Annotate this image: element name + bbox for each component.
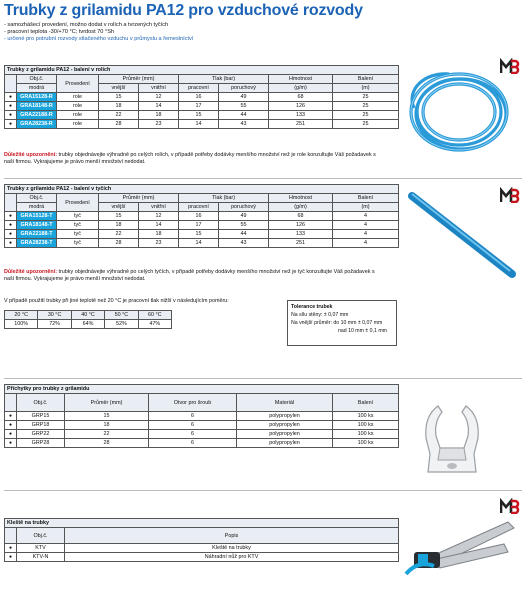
cell: 28: [99, 120, 139, 129]
cell: 14: [179, 239, 219, 248]
cell: polypropylen: [237, 430, 333, 439]
cell: 22: [99, 111, 139, 120]
cell: 126: [269, 102, 333, 111]
cell: Náhradní nůž pro KTV: [65, 553, 399, 562]
cell: 15: [99, 212, 139, 221]
bullet-dot: ●: [5, 111, 17, 120]
col-header: modrá: [17, 84, 57, 93]
cell: 17: [179, 102, 219, 111]
table-row: [5, 412, 399, 421]
table-caption: Příchytky pro trubky z grilamidu: [5, 385, 399, 394]
col-header: Obj.č.: [17, 528, 65, 544]
bullet-2: - pracovní teplota -30/+70 °C; tvrdost 70 °Sh: [4, 29, 115, 35]
bullet-dot: ●: [5, 553, 17, 562]
cell: 22: [99, 230, 139, 239]
table-row: [5, 111, 399, 120]
cell: 4: [333, 221, 399, 230]
brand-logo-icon: [500, 498, 520, 514]
cell: 251: [269, 120, 333, 129]
table-row: [5, 553, 399, 562]
bullet-dot: ●: [5, 102, 17, 111]
col-header: Průměr (mm): [99, 75, 179, 84]
cell: polypropylen: [237, 421, 333, 430]
cell: 25: [333, 102, 399, 111]
cell: 6: [149, 439, 237, 448]
cell: Kleště na trubky: [65, 544, 399, 553]
product-code[interactable]: GRP22: [17, 430, 65, 439]
bullet-dot: ●: [5, 212, 17, 221]
col-header: Balení: [333, 394, 399, 412]
product-code[interactable]: GRA22188-R: [17, 111, 57, 120]
bullet-dot: ●: [5, 430, 17, 439]
tolerance-line: nad 10 mm ± 0,1 mm: [338, 328, 387, 334]
cell: 100 ks: [333, 412, 399, 421]
col-header: (m): [333, 203, 399, 212]
col-header: vnitřní: [139, 203, 179, 212]
table-row: [5, 212, 399, 221]
col-header: Průměr (mm): [99, 194, 179, 203]
temp-header: 20 °C: [5, 311, 38, 320]
cell: 55: [219, 102, 269, 111]
tolerance-box: [287, 300, 397, 346]
table-clips: [4, 384, 399, 448]
cell: role: [57, 93, 99, 102]
cell: 15: [179, 111, 219, 120]
bullet-dot: ●: [5, 412, 17, 421]
cell: 15: [65, 412, 149, 421]
warning-text: trubky objednávejte výhradně po celých tyčích, v případě potřeby dodávky menšího množství než je tyč konzultujte Váš požadavek s naší firmou. Vykrajujeme je právo menší množství nedodat.: [4, 269, 375, 282]
product-code[interactable]: GRP28: [17, 439, 65, 448]
product-code[interactable]: GRP15: [17, 412, 65, 421]
cell: 49: [219, 212, 269, 221]
cell: 14: [139, 221, 179, 230]
cell: 251: [269, 239, 333, 248]
warning-label: Důležité upozornění:: [4, 152, 58, 158]
cell: 49: [219, 93, 269, 102]
cell: 23: [139, 120, 179, 129]
cell: tyč: [57, 221, 99, 230]
cell: 4: [333, 230, 399, 239]
cell: role: [57, 111, 99, 120]
col-header: Otvor pro šroub: [149, 394, 237, 412]
table-caption: Kleště na trubky: [5, 519, 399, 528]
cell: 25: [333, 120, 399, 129]
col-header: Obj.č.: [17, 75, 57, 84]
cell: polypropylen: [237, 439, 333, 448]
table-row: [5, 102, 399, 111]
col-header: poruchový: [219, 84, 269, 93]
cell: 18: [139, 230, 179, 239]
product-code[interactable]: GRA15128-T: [17, 212, 57, 221]
cell: 6: [149, 430, 237, 439]
cell: 44: [219, 230, 269, 239]
col-header: Obj.č.: [17, 194, 57, 203]
col-header: (m): [333, 84, 399, 93]
table-pliers: [4, 518, 399, 562]
cell: 18: [99, 102, 139, 111]
temp-header: 40 °C: [71, 311, 104, 320]
cell: 6: [149, 412, 237, 421]
warning-text: trubky objednávejte výhradně po celých rolích, v případě potřeby dodávky menšího množství než je role konzultujte Váš požadavek s naší firmou. Vykrajujeme je právo menší množství nedodat.: [4, 152, 376, 165]
cell: 16: [179, 212, 219, 221]
cell: 6: [149, 421, 237, 430]
cell: 126: [269, 221, 333, 230]
cell: tyč: [57, 212, 99, 221]
col-header: Popis: [65, 528, 399, 544]
col-header: Průměr (mm): [65, 394, 149, 412]
temp-value: 100%: [5, 320, 38, 329]
tube-roll-image: [404, 60, 514, 156]
table-row: [5, 93, 399, 102]
warning-label: Důležité upozornění:: [4, 269, 58, 275]
clip-image: [420, 394, 484, 480]
cell: 18: [65, 421, 149, 430]
temp-header: 30 °C: [38, 311, 71, 320]
table-rods: [4, 184, 399, 248]
table-caption: Trubky z grilamidu PA12 - balení v tyčích: [5, 185, 399, 194]
temp-value: 72%: [38, 320, 71, 329]
tube-rod-image: [404, 190, 518, 280]
bullet-1: - samozhášecí provedení, možno dodat v rolích a tvrzených tyčích: [4, 22, 169, 28]
cell: 100 ks: [333, 430, 399, 439]
col-header: vnější: [99, 203, 139, 212]
product-code[interactable]: GRA22188-T: [17, 230, 57, 239]
cell: 22: [65, 430, 149, 439]
col-header: Balení: [333, 75, 399, 84]
temperature-note: V případě použití trubky při jiné teplotě než 20 °C je pracovní tlak nižší v následujícím poměru:: [4, 298, 229, 304]
col-header: poruchový: [219, 203, 269, 212]
col-header: Materiál: [237, 394, 333, 412]
cell: 25: [333, 111, 399, 120]
cell: 55: [219, 221, 269, 230]
col-header: Hmotnost: [269, 194, 333, 203]
col-header: pracovní: [179, 203, 219, 212]
tolerance-title: Tolerance trubek: [291, 304, 333, 310]
cell: 4: [333, 212, 399, 221]
cell: 25: [333, 93, 399, 102]
cell: 12: [139, 93, 179, 102]
bullet-dot: ●: [5, 93, 17, 102]
tolerance-line: Na sílu stěny: ± 0,07 mm: [291, 312, 349, 318]
col-header: Provedení: [57, 194, 99, 212]
product-code[interactable]: GRA28238-T: [17, 239, 57, 248]
temp-value: 52%: [105, 320, 138, 329]
cell: 68: [269, 212, 333, 221]
product-code[interactable]: KTV: [17, 544, 65, 553]
table-row: [5, 230, 399, 239]
table-row: [5, 421, 399, 430]
cell: 28: [99, 239, 139, 248]
bullet-dot: ●: [5, 230, 17, 239]
col-header: (g/m): [269, 84, 333, 93]
cell: 15: [179, 230, 219, 239]
product-code[interactable]: GRA18148-R: [17, 102, 57, 111]
product-code[interactable]: GRP18: [17, 421, 65, 430]
cell: 15: [99, 93, 139, 102]
cell: 18: [99, 221, 139, 230]
pliers-image: [404, 514, 520, 590]
table-row: [5, 439, 399, 448]
table-row: [5, 239, 399, 248]
warning-note-rolls: [4, 152, 384, 166]
col-header: Balení: [333, 194, 399, 203]
col-header: Obj.č.: [17, 394, 65, 412]
col-header: Provedení: [57, 75, 99, 93]
table-rolls: [4, 65, 399, 129]
page-title: Trubky z grilamidu PA12 pro vzduchové rozvody: [4, 2, 363, 19]
col-header: modrá: [17, 203, 57, 212]
cell: 133: [269, 111, 333, 120]
warning-note-rods: [4, 269, 384, 283]
col-header: Tlak (bar): [179, 194, 269, 203]
divider: [4, 178, 522, 179]
product-code[interactable]: GRA18148-T: [17, 221, 57, 230]
divider: [4, 378, 522, 379]
cell: tyč: [57, 230, 99, 239]
table-row: [5, 120, 399, 129]
cell: 14: [179, 120, 219, 129]
cell: 16: [179, 93, 219, 102]
temp-header: 50 °C: [105, 311, 138, 320]
cell: role: [57, 120, 99, 129]
bullet-3: - určené pro potrubní rozvody stlačeného vzduchu v průmyslu a řemeslníctví: [4, 36, 194, 42]
cell: 23: [139, 239, 179, 248]
cell: 100 ks: [333, 439, 399, 448]
temperature-table: [4, 310, 172, 329]
product-code[interactable]: KTV-N: [17, 553, 65, 562]
col-header: pracovní: [179, 84, 219, 93]
bullet-dot: ●: [5, 221, 17, 230]
product-code[interactable]: GRA28238-R: [17, 120, 57, 129]
col-header: vnitřní: [139, 84, 179, 93]
col-header: (g/m): [269, 203, 333, 212]
col-header: vnější: [99, 84, 139, 93]
cell: 100 ks: [333, 421, 399, 430]
cell: 4: [333, 239, 399, 248]
table-row: [5, 221, 399, 230]
bullet-dot: ●: [5, 239, 17, 248]
cell: tyč: [57, 239, 99, 248]
bullet-dot: ●: [5, 120, 17, 129]
product-code[interactable]: GRA15128-R: [17, 93, 57, 102]
cell: role: [57, 102, 99, 111]
cell: 43: [219, 239, 269, 248]
temp-header: 60 °C: [138, 311, 171, 320]
col-header: Tlak (bar): [179, 75, 269, 84]
temp-value: 64%: [71, 320, 104, 329]
cell: 17: [179, 221, 219, 230]
bullet-dot: ●: [5, 439, 17, 448]
cell: 28: [65, 439, 149, 448]
col-header: Hmotnost: [269, 75, 333, 84]
cell: 68: [269, 93, 333, 102]
cell: 18: [139, 111, 179, 120]
cell: polypropylen: [237, 412, 333, 421]
cell: 44: [219, 111, 269, 120]
cell: 133: [269, 230, 333, 239]
cell: 43: [219, 120, 269, 129]
table-row: [5, 430, 399, 439]
table-caption: Trubky z grilamidu PA12 - balení v rolích: [5, 66, 399, 75]
bullet-dot: ●: [5, 421, 17, 430]
cell: 14: [139, 102, 179, 111]
tolerance-line: Na vnější průměr: do 10 mm ± 0,07 mm: [291, 320, 383, 326]
table-row: [5, 544, 399, 553]
bullet-dot: ●: [5, 544, 17, 553]
temp-value: 47%: [138, 320, 171, 329]
cell: 12: [139, 212, 179, 221]
divider: [4, 490, 522, 491]
